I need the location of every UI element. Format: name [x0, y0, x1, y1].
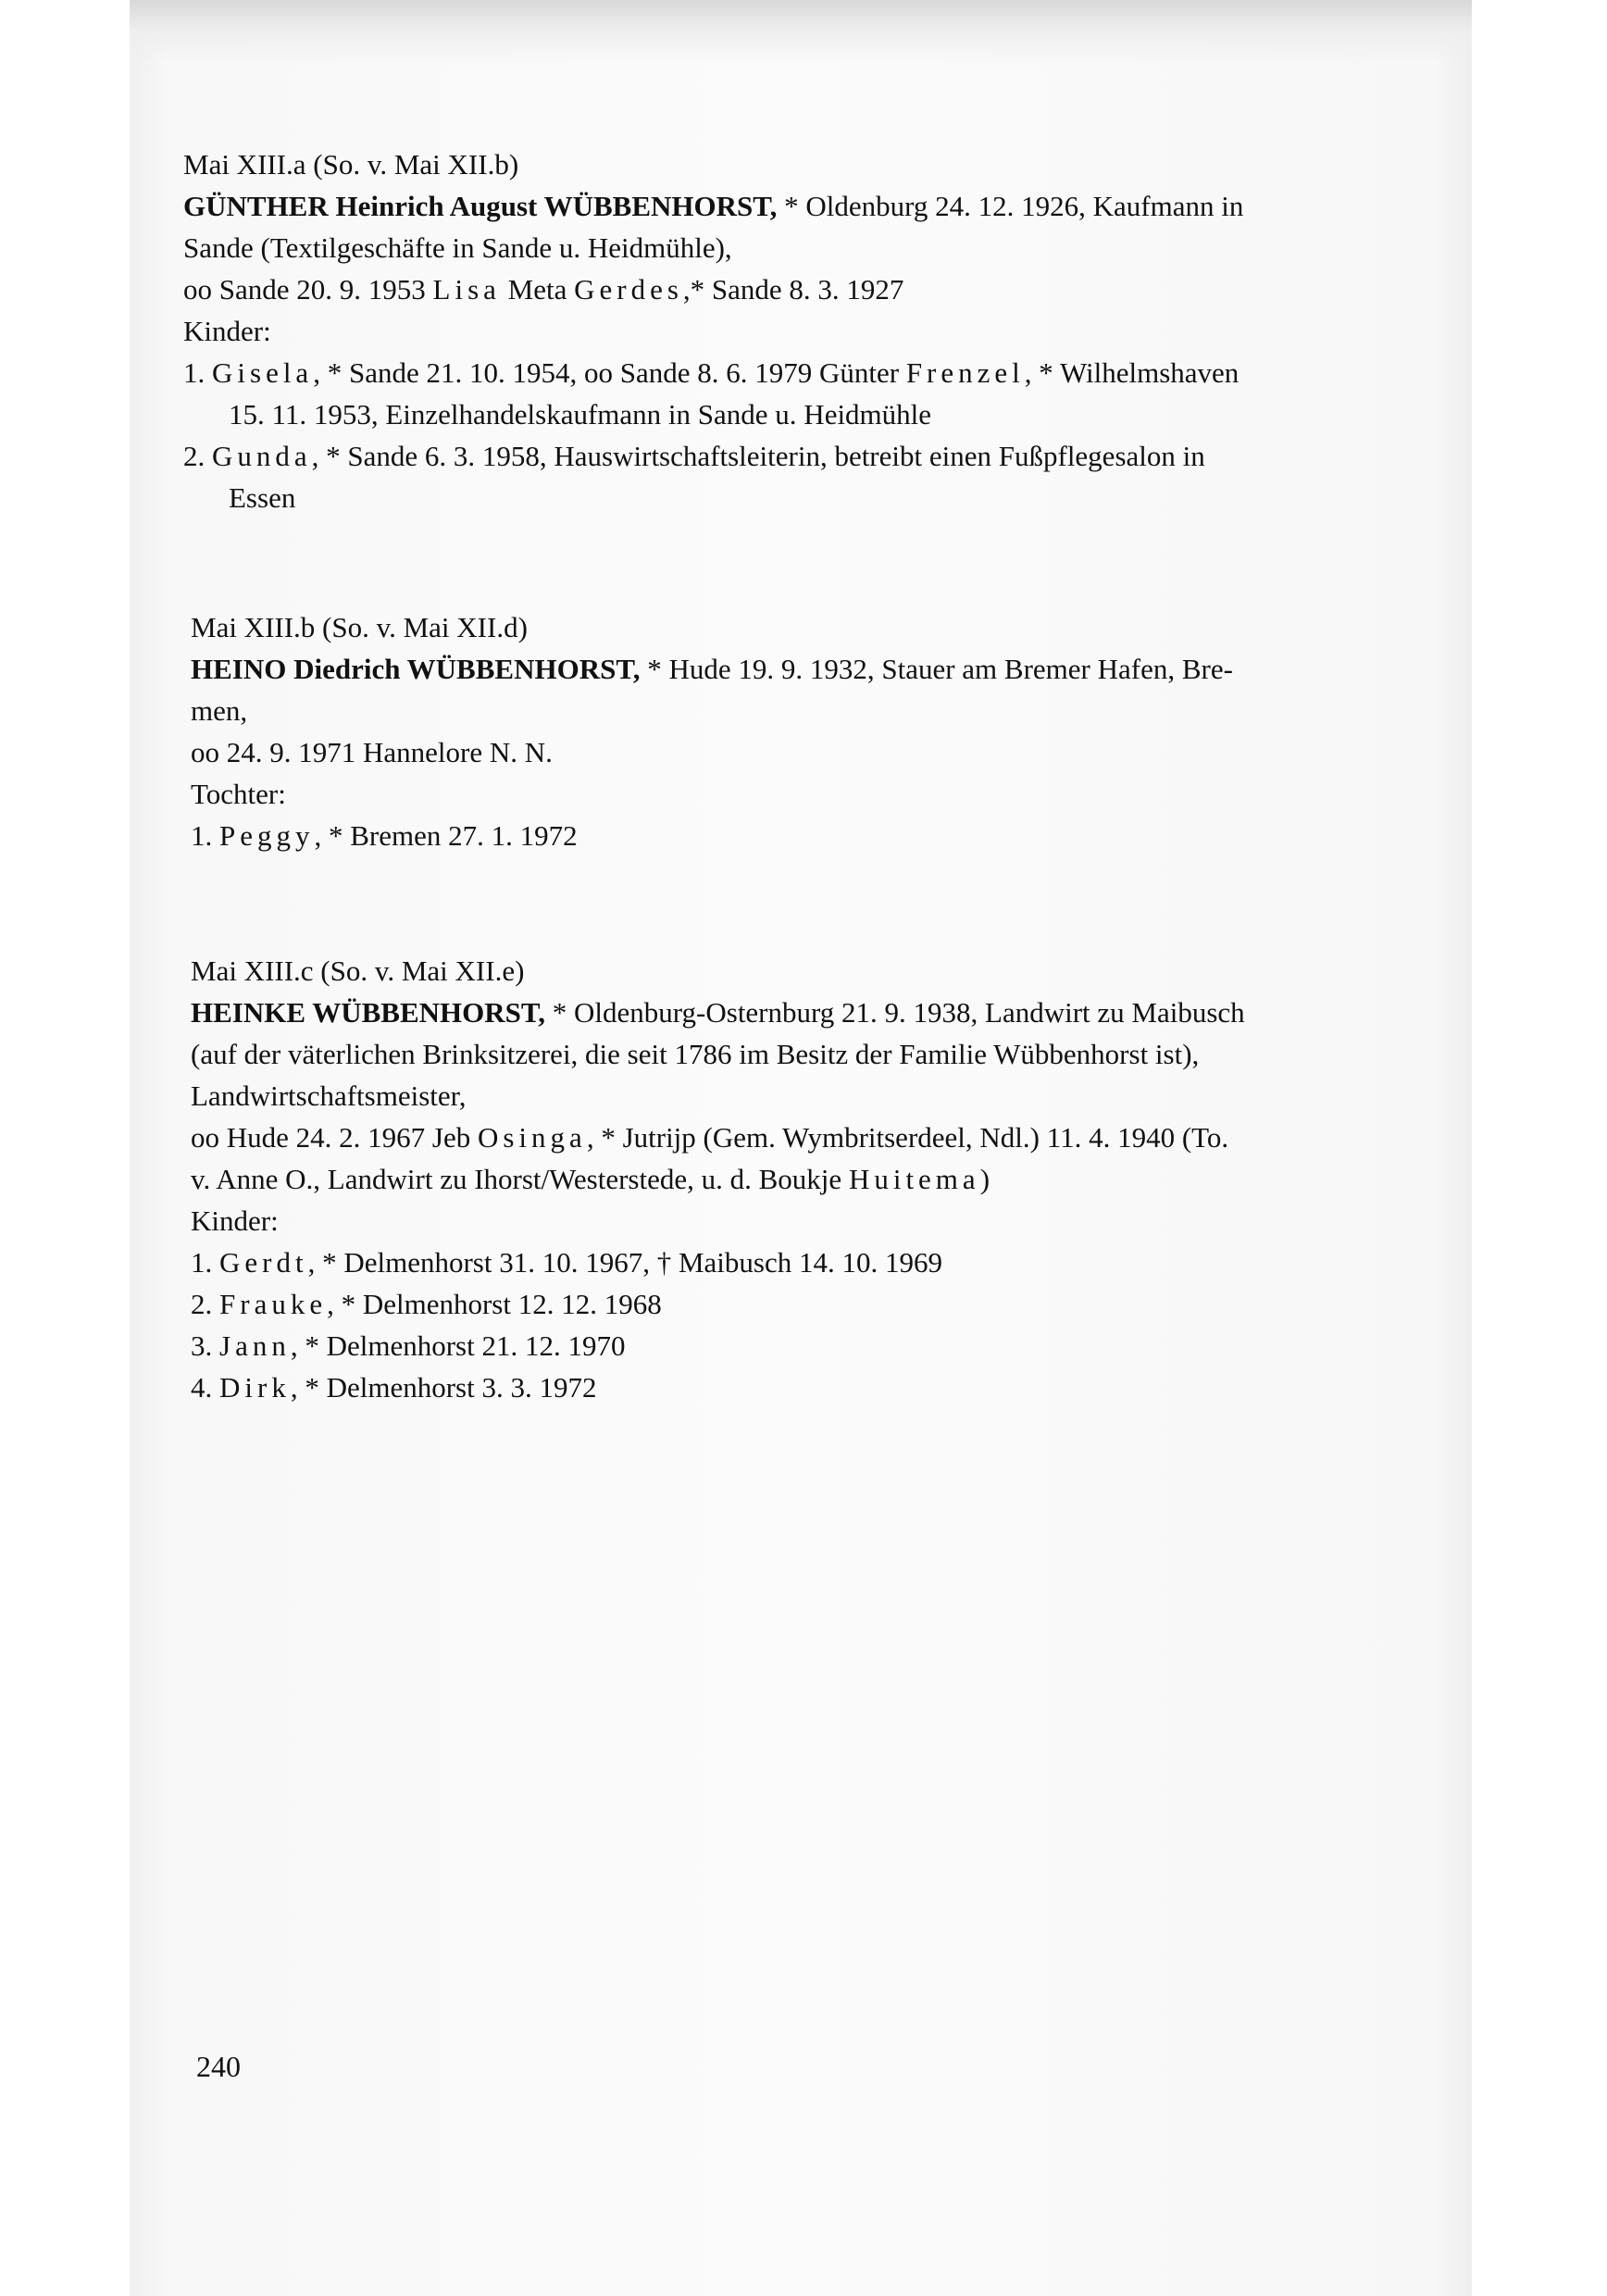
spouse-given-name: Lisa: [432, 273, 501, 306]
child-name: Dirk: [219, 1371, 291, 1404]
child-item-continuation: Essen: [229, 481, 296, 514]
child-number: 1.: [183, 356, 212, 389]
child-item-continuation: 15. 11. 1953, Einzelhandelskaufmann in Sande u. Heidmühle: [229, 398, 932, 430]
entry-heading: Mai XIII.c (So. v. Mai XII.e): [191, 955, 525, 987]
child-item: [191, 815, 1431, 856]
entry-mai-xiii-b: [191, 606, 1431, 856]
child-number: 1.: [191, 819, 219, 852]
entry-text: Meta: [500, 273, 575, 306]
entry-line: men,: [191, 694, 248, 727]
entry-text: * Oldenburg 24. 12. 1926, Kaufmann in: [777, 190, 1244, 222]
entry-line: Sande (Textilgeschäfte in Sande u. Heidmühle),: [183, 231, 732, 264]
child-name: Gerdt: [219, 1246, 308, 1279]
entry-text: , * Sande 21. 10. 1954, oo Sande 8. 6. 1979 Günter: [313, 356, 906, 389]
page-edge-shadow: [130, 0, 1472, 65]
entry-text: , * Delmenhorst 12. 12. 1968: [327, 1288, 662, 1320]
child-item: [183, 435, 1424, 477]
child-name: Gunda: [212, 440, 312, 472]
entry-heading: Mai XIII.a (So. v. Mai XII.b): [183, 148, 519, 181]
children-label: Kinder:: [183, 315, 271, 347]
entry-mai-xiii-c: [191, 950, 1431, 1408]
entry-text: , * Delmenhorst 3. 3. 1972: [290, 1371, 597, 1404]
person-name: HEINO Diedrich WÜBBENHORST,: [191, 653, 641, 685]
person-name: HEINKE WÜBBENHORST,: [191, 996, 546, 1029]
child-number: 3.: [191, 1329, 219, 1362]
spouse-mother-surname: Huitema: [848, 1163, 980, 1195]
child-number: 4.: [191, 1371, 219, 1404]
entry-line: Landwirtschaftsmeister,: [191, 1079, 467, 1112]
marriage-line: [191, 1117, 1431, 1158]
entry-heading: Mai XIII.b (So. v. Mai XII.d): [191, 611, 528, 643]
entry-line: [191, 992, 1431, 1033]
children-label: Kinder:: [191, 1204, 279, 1237]
entry-text: , * Jutrijp (Gem. Wymbritserdeel, Ndl.) 11. 4. 1940 (To.: [586, 1121, 1229, 1154]
child-number: 2.: [191, 1288, 219, 1320]
entry-text: , * Delmenhorst 31. 10. 1967, † Maibusch 14. 10. 1969: [307, 1246, 942, 1279]
child-number: 2.: [183, 440, 212, 472]
entry-text: v. Anne O., Landwirt zu Ihorst/Westerstede, u. d. Boukje: [191, 1163, 849, 1195]
child-item: [191, 1325, 1431, 1366]
entry-text: , * Delmenhorst 21. 12. 1970: [290, 1329, 626, 1362]
spouse-surname: Gerdes: [574, 273, 683, 306]
child-item: [191, 1366, 1431, 1408]
child-name: Jann: [219, 1329, 291, 1362]
person-name: GÜNTHER Heinrich August WÜBBENHORST,: [183, 190, 778, 222]
child-name: Peggy: [219, 819, 315, 852]
child-number: 1.: [191, 1246, 219, 1279]
children-label: Tochter:: [191, 778, 286, 810]
entry-text: ,* Sande 8. 3. 1927: [682, 273, 904, 306]
entry-text: , * Sande 6. 3. 1958, Hauswirtschaftsleiterin, betreibt einen Fußpflegesalon in: [311, 440, 1205, 472]
child-spouse-name: Frenzel: [905, 356, 1025, 389]
child-item: [183, 352, 1424, 393]
child-name: Gisela: [212, 356, 314, 389]
entry-line: [191, 1158, 1431, 1200]
entry-text: , * Bremen 27. 1. 1972: [314, 819, 578, 852]
entry-text: oo Hude 24. 2. 1967 Jeb: [191, 1121, 478, 1154]
spouse-surname: Osinga: [477, 1121, 587, 1154]
entry-text: * Oldenburg-Osternburg 21. 9. 1938, Landwirt zu Maibusch: [545, 996, 1245, 1029]
marriage-line: oo 24. 9. 1971 Hannelore N. N.: [191, 736, 553, 768]
entry-text: , * Wilhelmshaven: [1024, 356, 1240, 389]
page-number: 240: [196, 2050, 241, 2083]
child-name: Frauke: [219, 1288, 328, 1320]
entry-text: ): [979, 1163, 990, 1195]
child-item: [191, 1242, 1431, 1283]
entry-line: [191, 648, 1431, 690]
entry-text: oo Sande 20. 9. 1953: [183, 273, 433, 306]
entry-line: [183, 185, 1424, 227]
child-item: [191, 1283, 1431, 1325]
entry-mai-xiii-a: [183, 144, 1424, 518]
entry-text: * Hude 19. 9. 1932, Stauer am Bremer Hafen, Bre-: [640, 653, 1233, 685]
marriage-line: [183, 268, 1424, 310]
entry-line: (auf der väterlichen Brinksitzerei, die seit 1786 im Besitz der Familie Wübbenhorst ist),: [191, 1038, 1200, 1070]
